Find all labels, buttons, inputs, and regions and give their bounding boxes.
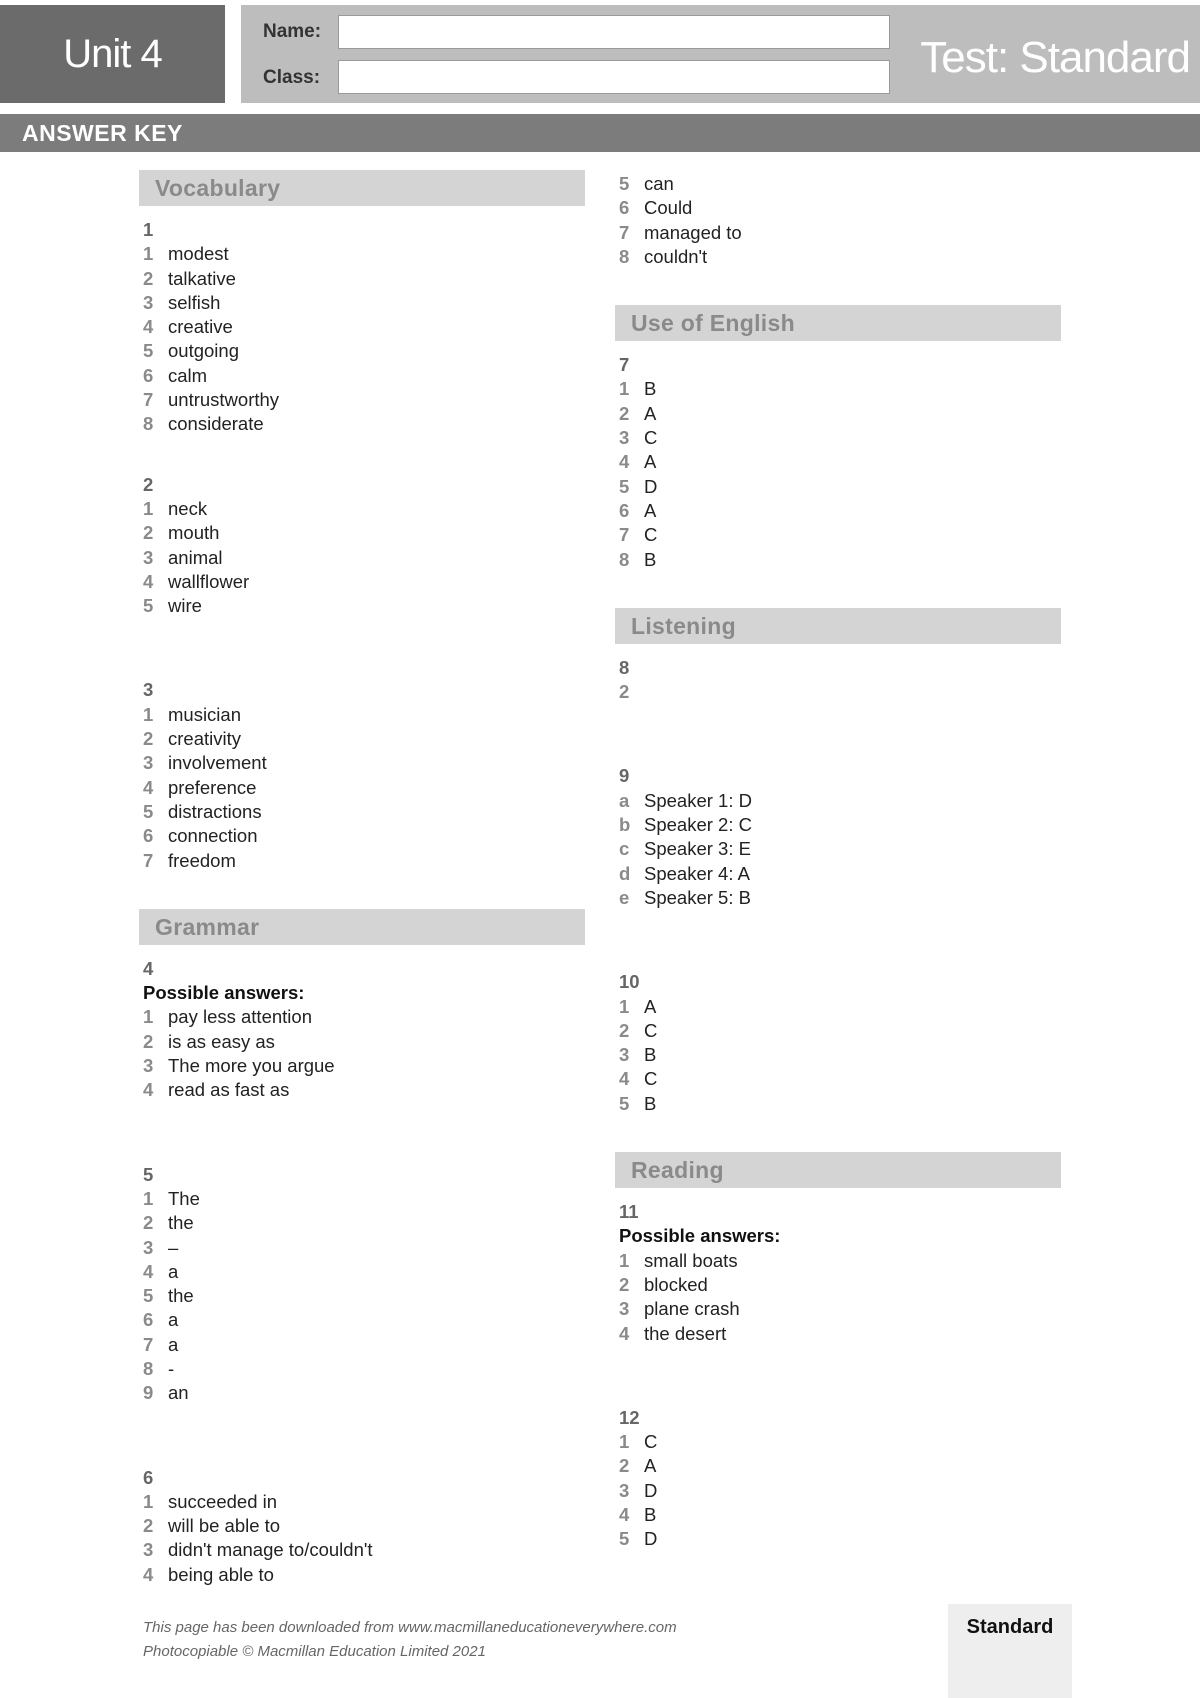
item-number: 2 — [619, 402, 630, 424]
item-number: 7 — [143, 1333, 154, 1355]
task-number: 4 — [143, 957, 154, 979]
answer-item — [139, 727, 585, 751]
answer-item — [139, 1514, 585, 1538]
answer-item — [139, 1284, 585, 1308]
answer-item — [615, 1430, 1061, 1454]
item-answer: – — [168, 1236, 179, 1258]
name-label: Name: — [263, 21, 322, 42]
answer-item — [139, 1308, 585, 1332]
answer-item — [615, 1092, 1061, 1116]
task-number: 1 — [143, 219, 154, 240]
answer-item — [615, 402, 1061, 426]
item-answer: creativity — [168, 728, 241, 750]
item-answer: preference — [168, 776, 257, 798]
answer-key-label: ANSWER KEY — [22, 119, 183, 146]
item-answer: mouth — [168, 522, 220, 544]
answer-item — [615, 1249, 1061, 1273]
answer-item — [615, 499, 1061, 523]
task-block — [615, 764, 1061, 910]
answer-item — [139, 1211, 585, 1235]
item-answer: small boats — [644, 1249, 738, 1271]
answer-item — [615, 1067, 1061, 1091]
answer-item — [615, 1503, 1061, 1527]
item-number: 2 — [143, 522, 154, 544]
item-number: 1 — [143, 497, 154, 519]
name-field[interactable] — [338, 15, 890, 49]
answer-section — [615, 1152, 1061, 1552]
item-answer: C — [644, 427, 658, 449]
item-number: 8 — [143, 1357, 154, 1379]
item-answer: connection — [168, 825, 258, 847]
item-answer: Could — [644, 197, 693, 219]
item-number: 7 — [619, 524, 630, 546]
answer-item — [615, 377, 1061, 401]
answer-item — [139, 1054, 585, 1078]
answer-item — [615, 1273, 1061, 1297]
task-block — [615, 353, 1061, 572]
item-number: 1 — [619, 995, 630, 1017]
item-answer: talkative — [168, 267, 236, 289]
item-number: 5 — [619, 173, 630, 194]
item-number: 4 — [143, 1260, 154, 1282]
item-answer: C — [644, 1431, 658, 1453]
item-answer: pay less attention — [168, 1006, 312, 1028]
item-answer: the desert — [644, 1322, 727, 1344]
answer-item — [615, 789, 1061, 813]
item-answer: selfish — [168, 291, 221, 313]
answer-item — [139, 497, 585, 521]
answer-item — [615, 995, 1061, 1019]
item-answer: B — [644, 1503, 657, 1525]
item-number: 8 — [619, 245, 630, 267]
item-number: 5 — [143, 340, 154, 362]
item-number: 3 — [619, 1044, 630, 1066]
answer-item — [139, 267, 585, 291]
item-number: 4 — [619, 1068, 630, 1090]
item-number: 6 — [143, 364, 154, 386]
task-number: 5 — [143, 1163, 154, 1185]
item-number: 3 — [143, 1236, 154, 1258]
item-answer: - — [168, 1357, 175, 1379]
answer-section — [615, 172, 1061, 269]
item-answer: an — [168, 1382, 189, 1404]
answer-item — [615, 475, 1061, 499]
item-answer: C — [644, 1068, 658, 1090]
item-number: 4 — [143, 776, 154, 798]
answer-item — [139, 521, 585, 545]
item-answer: blocked — [644, 1273, 708, 1295]
item-answer: B — [644, 1092, 657, 1114]
task-block — [615, 172, 1061, 269]
item-answer: animal — [168, 546, 223, 568]
item-answer: distractions — [168, 800, 262, 822]
answer-item — [615, 1043, 1061, 1067]
answer-item — [139, 824, 585, 848]
item-number: d — [619, 862, 631, 884]
item-answer: modest — [168, 243, 229, 265]
task-block — [139, 1466, 585, 1587]
item-number: 6 — [619, 499, 630, 521]
item-number: b — [619, 814, 631, 836]
answer-item — [615, 172, 1061, 196]
item-number: 4 — [619, 451, 630, 473]
task-block — [615, 656, 1061, 705]
item-answer: will be able to — [168, 1515, 281, 1537]
answer-item — [139, 1538, 585, 1562]
item-answer: B — [644, 1044, 657, 1066]
item-answer: neck — [168, 497, 208, 519]
answer-item — [615, 426, 1061, 450]
answer-item — [615, 450, 1061, 474]
item-answer: being able to — [168, 1563, 274, 1585]
item-number: 8 — [143, 413, 154, 435]
item-answer: plane crash — [644, 1298, 740, 1320]
item-number: 3 — [143, 546, 154, 568]
answer-item — [139, 339, 585, 363]
item-answer: wallflower — [168, 570, 250, 592]
item-answer: A — [644, 499, 657, 521]
answer-section — [139, 170, 585, 873]
item-number: 1 — [143, 1490, 154, 1512]
task-number: 7 — [619, 354, 630, 376]
item-number: 6 — [143, 825, 154, 847]
item-number: e — [619, 886, 630, 908]
item-answer: Speaker 3: E — [644, 838, 751, 860]
answer-item — [139, 751, 585, 775]
item-number: 2 — [143, 267, 154, 289]
item-number: 5 — [143, 1285, 154, 1307]
item-number: 4 — [143, 1079, 154, 1101]
left-column — [139, 170, 585, 1587]
right-column — [615, 172, 1061, 1552]
item-number: 3 — [143, 1055, 154, 1077]
item-answer: D — [644, 1479, 658, 1501]
item-answer: D — [644, 1528, 658, 1550]
item-answer: A — [644, 1455, 657, 1477]
item-number: 1 — [619, 378, 630, 400]
task-number: 9 — [619, 765, 630, 787]
answer-item — [139, 1563, 585, 1587]
item-number: 1 — [619, 1431, 630, 1453]
class-label: Class: — [263, 67, 321, 88]
item-answer: D — [644, 475, 658, 497]
item-answer: a — [168, 1333, 179, 1355]
item-number: 3 — [143, 1539, 154, 1561]
level-tab — [948, 1604, 1072, 1698]
unit-title: Unit 4 — [0, 5, 225, 103]
task-block — [615, 970, 1061, 1116]
item-answer: calm — [168, 364, 208, 386]
task-block — [139, 1163, 585, 1406]
item-number: 4 — [143, 316, 154, 338]
item-number: 4 — [619, 1322, 630, 1344]
item-answer: Speaker 5: B — [644, 886, 751, 908]
footer-copyright: Photocopiable © Macmillan Education Limited 2021 — [143, 1643, 486, 1660]
item-answer: is as easy as — [168, 1030, 275, 1052]
item-answer: A — [644, 402, 657, 424]
item-answer: musician — [168, 703, 241, 725]
item-number: 7 — [143, 389, 154, 411]
item-number: 3 — [143, 752, 154, 774]
task-note: Possible answers: — [619, 1225, 781, 1247]
item-answer: untrustworthy — [168, 389, 280, 411]
item-number: 2 — [619, 1273, 630, 1295]
item-number: 2 — [143, 728, 154, 750]
footer-download-note: This page has been downloaded from www.macmillaneducationeverywhere.com — [143, 1619, 677, 1636]
footer-text — [143, 1616, 677, 1664]
section-heading: Vocabulary — [139, 170, 585, 206]
answer-item — [139, 703, 585, 727]
item-number: 7 — [143, 849, 154, 871]
answer-item — [139, 546, 585, 570]
answer-item — [615, 813, 1061, 837]
answer-item — [139, 776, 585, 800]
item-number: 2 — [619, 1455, 630, 1477]
answer-item — [139, 1030, 585, 1054]
item-number: 1 — [619, 1249, 630, 1271]
item-number: 2 — [143, 1515, 154, 1537]
item-answer: succeeded in — [168, 1490, 278, 1512]
answer-item — [615, 886, 1061, 910]
item-answer: couldn't — [644, 245, 708, 267]
answer-item — [139, 1236, 585, 1260]
item-answer: Speaker 2: C — [644, 814, 752, 836]
section-heading: Grammar — [139, 909, 585, 945]
answer-section — [615, 608, 1061, 1116]
task-block — [139, 218, 585, 437]
task-block — [139, 957, 585, 1103]
item-number: 3 — [619, 1298, 630, 1320]
item-number: 6 — [143, 1309, 154, 1331]
item-number: 1 — [143, 1006, 154, 1028]
answer-item — [615, 1454, 1061, 1478]
item-number: 5 — [619, 1528, 630, 1550]
item-number: 6 — [619, 197, 630, 219]
item-answer: wire — [168, 595, 202, 617]
task-note: Possible answers: — [143, 982, 305, 1004]
item-number: c — [619, 838, 630, 860]
item-answer: the — [168, 1212, 194, 1234]
item-answer: creative — [168, 316, 233, 338]
section-heading: Reading — [615, 1152, 1061, 1188]
answer-item — [615, 523, 1061, 547]
answer-item — [615, 196, 1061, 220]
task-number: 8 — [619, 656, 630, 678]
answer-item — [139, 1357, 585, 1381]
item-answer: the — [168, 1285, 194, 1307]
item-number: 1 — [143, 703, 154, 725]
answer-item — [615, 548, 1061, 572]
item-answer: C — [644, 1019, 658, 1041]
item-number: 3 — [143, 291, 154, 313]
answer-item — [139, 388, 585, 412]
answer-item — [139, 242, 585, 266]
answer-item — [615, 1479, 1061, 1503]
task-number: 2 — [143, 473, 154, 495]
task-number: 6 — [143, 1466, 154, 1488]
item-number: 4 — [143, 1563, 154, 1585]
item-answer: considerate — [168, 413, 264, 435]
answer-item — [139, 800, 585, 824]
item-answer: The — [168, 1187, 200, 1209]
item-number: 2 — [143, 1030, 154, 1052]
item-answer: involvement — [168, 752, 267, 774]
answer-item — [139, 1260, 585, 1284]
task-block — [615, 1406, 1061, 1552]
answer-item — [615, 1322, 1061, 1346]
answer-item — [139, 291, 585, 315]
section-heading: Use of English — [615, 305, 1061, 341]
answer-item — [615, 221, 1061, 245]
item-number: 2 — [619, 1019, 630, 1041]
item-number: 5 — [143, 595, 154, 617]
item-number: 2 — [619, 681, 630, 703]
answer-item — [139, 1005, 585, 1029]
item-number: a — [619, 789, 630, 811]
item-answer: didn't manage to/couldn't — [168, 1539, 373, 1561]
item-number: 2 — [143, 1212, 154, 1234]
item-number: 5 — [619, 1092, 630, 1114]
answer-item — [615, 1527, 1061, 1551]
task-block — [615, 1200, 1061, 1346]
item-number: 5 — [619, 475, 630, 497]
answer-section — [139, 909, 585, 1587]
answer-item — [615, 680, 1061, 704]
task-number: 12 — [619, 1406, 640, 1428]
answer-item — [139, 1187, 585, 1211]
item-answer: A — [644, 995, 657, 1017]
item-number: 1 — [143, 243, 154, 265]
task-number: 3 — [143, 679, 154, 701]
item-number: 5 — [143, 800, 154, 822]
item-answer: B — [644, 378, 657, 400]
item-number: 8 — [619, 548, 630, 570]
item-answer: can — [644, 173, 674, 194]
answer-item — [139, 364, 585, 388]
answer-item — [139, 1333, 585, 1357]
task-block — [139, 473, 585, 619]
task-number: 11 — [619, 1201, 639, 1223]
item-number: 4 — [143, 570, 154, 592]
item-answer: managed to — [644, 221, 742, 243]
answer-item — [615, 245, 1061, 269]
item-answer: A — [644, 451, 657, 473]
task-number: 10 — [619, 971, 640, 993]
item-answer: C — [644, 524, 658, 546]
item-answer: freedom — [168, 849, 236, 871]
item-answer: a — [168, 1309, 179, 1331]
item-answer: outgoing — [168, 340, 239, 362]
item-answer: read as fast as — [168, 1079, 290, 1101]
section-heading: Listening — [615, 608, 1061, 644]
item-number: 1 — [143, 1187, 154, 1209]
item-answer: B — [644, 548, 657, 570]
item-answer: The more you argue — [168, 1055, 335, 1077]
answer-key-bar — [0, 114, 1200, 152]
answer-section — [615, 305, 1061, 572]
item-number: 3 — [619, 427, 630, 449]
answer-item — [139, 1078, 585, 1102]
answer-item — [139, 412, 585, 436]
answer-item — [139, 315, 585, 339]
item-answer: a — [168, 1260, 179, 1282]
answer-item — [139, 1490, 585, 1514]
item-answer: Speaker 1: D — [644, 789, 752, 811]
answer-item — [139, 570, 585, 594]
item-number: 7 — [619, 221, 630, 243]
task-block — [139, 678, 585, 872]
answer-item — [615, 1019, 1061, 1043]
item-number: 3 — [619, 1479, 630, 1501]
class-field[interactable] — [338, 60, 890, 94]
test-title: Test: Standard — [920, 33, 1190, 82]
level-tab-label: Standard — [966, 1616, 1054, 1638]
item-number: 4 — [619, 1503, 630, 1525]
item-answer: Speaker 4: A — [644, 862, 750, 884]
answer-item — [139, 594, 585, 618]
answer-item — [615, 862, 1061, 886]
answer-item — [139, 1381, 585, 1405]
answer-item — [615, 1297, 1061, 1321]
item-number: 9 — [143, 1382, 154, 1404]
answer-item — [139, 849, 585, 873]
answer-item — [615, 837, 1061, 861]
